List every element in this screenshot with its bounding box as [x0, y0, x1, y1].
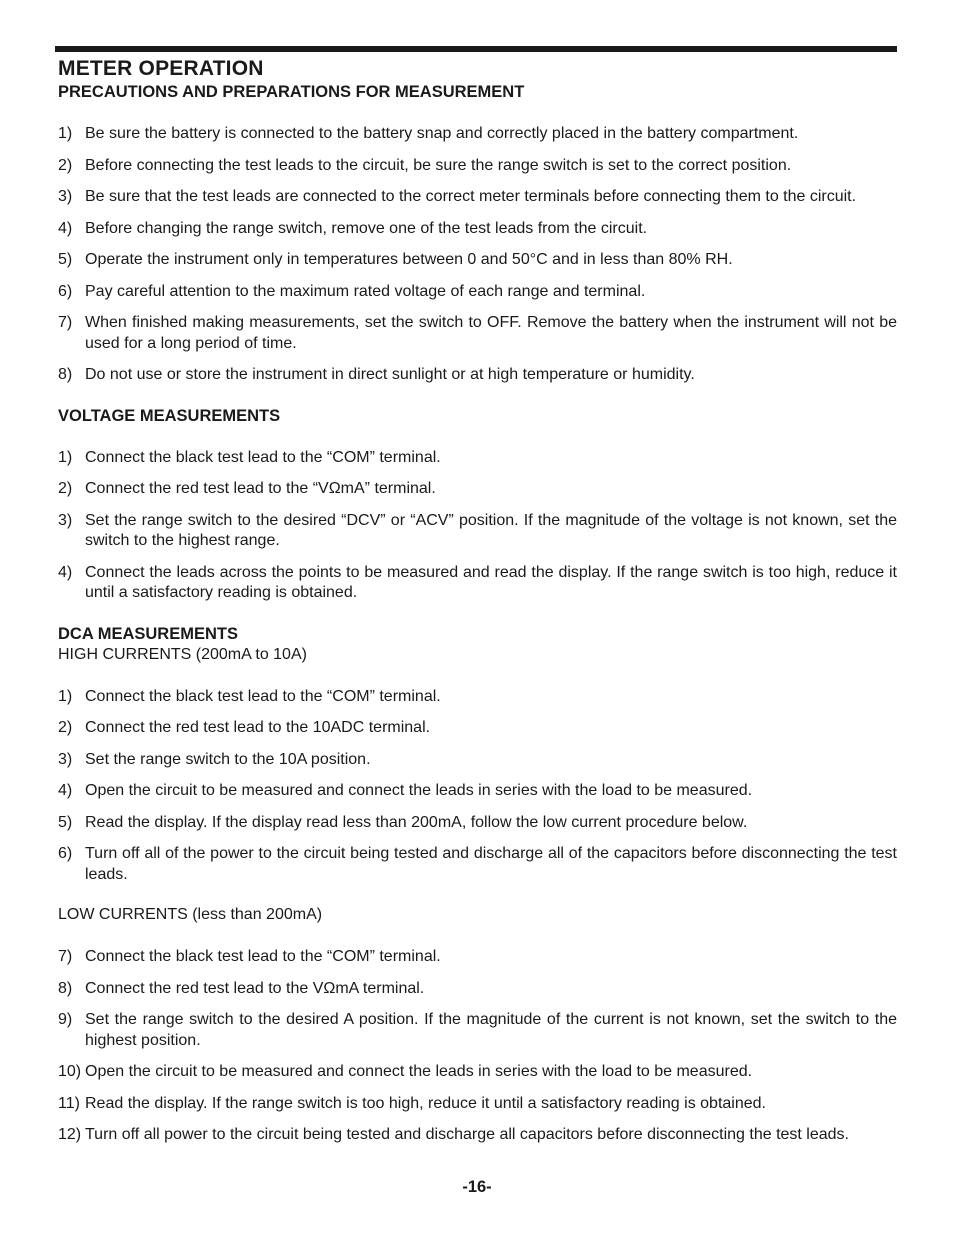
list-item	[58, 313, 897, 354]
item-text: Open the circuit to be measured and connect the leads in series with the load to be measured.	[85, 782, 753, 799]
list-item	[58, 1010, 897, 1051]
high-currents-label: HIGH CURRENTS (200mA to 10A)	[58, 645, 307, 663]
list-item	[58, 750, 897, 771]
item-number: 4)	[58, 219, 73, 237]
list-item	[58, 479, 897, 500]
item-text: Set the range switch to the desired “DCV” or “ACV” position. If the magnitude of the voltage is not known, set the switch to the highest range.	[85, 511, 897, 549]
item-text: Connect the leads across the points to be measured and read the display. If the range switch is too high, reduce it until a satisfactory reading is obtained.	[85, 563, 897, 601]
item-number: 5)	[58, 251, 73, 268]
item-text: Read the display. If the display read less than 200mA, follow the low current procedure below.	[85, 813, 748, 831]
voltage-list	[58, 448, 897, 604]
item-text: Before changing the range switch, remove one of the test leads from the circuit.	[85, 219, 648, 237]
list-item	[58, 1125, 897, 1146]
item-text: Connect the red test lead to the “VΩmA” terminal.	[85, 480, 436, 497]
item-number: 8)	[58, 979, 73, 997]
list-item	[58, 365, 897, 386]
item-text: Connect the red test lead to the VΩmA terminal.	[85, 979, 425, 997]
item-number: 1)	[58, 448, 73, 466]
list-item	[58, 687, 897, 708]
item-text: When finished making measurements, set the switch to OFF. Remove the battery when the instrument will not be used for a long period of time.	[85, 314, 897, 352]
precautions-list	[58, 124, 897, 386]
list-item	[58, 718, 897, 739]
list-item	[58, 1062, 897, 1083]
item-number: 3)	[58, 511, 73, 529]
list-item	[58, 781, 897, 802]
list-item	[58, 250, 897, 271]
page-number: -16-	[462, 1178, 492, 1196]
item-number: 2)	[58, 480, 73, 497]
item-number: 2)	[58, 719, 73, 736]
manual-page	[58, 46, 897, 1157]
item-text: Before connecting the test leads to the circuit, be sure the range switch is set to the correct position.	[85, 156, 792, 174]
item-text: Turn off all power to the circuit being tested and discharge all capacitors before disconnecting the test leads.	[85, 1126, 849, 1143]
low-currents-list	[58, 947, 897, 1146]
list-item	[58, 947, 897, 968]
dca-section	[58, 624, 897, 1146]
list-item	[58, 448, 897, 469]
item-number: 10)	[58, 1063, 82, 1080]
item-number: 3)	[58, 750, 73, 768]
list-item	[58, 563, 897, 604]
item-text: Connect the black test lead to the “COM” terminal.	[85, 948, 441, 965]
item-text: Set the range switch to the desired A position. If the magnitude of the current is not known, set the switch to the highest position.	[85, 1011, 897, 1049]
item-number: 1)	[58, 125, 73, 142]
list-item	[58, 979, 897, 1000]
item-text: Read the display. If the range switch is too high, reduce it until a satisfactory reading is obtained.	[85, 1094, 766, 1112]
item-number: 7)	[58, 314, 73, 331]
item-text: Connect the black test lead to the “COM” terminal.	[85, 448, 441, 466]
list-item	[58, 156, 897, 177]
item-text: Turn off all of the power to the circuit being tested and discharge all of the capacitors before disconnecting the test leads.	[85, 845, 897, 883]
item-text: Pay careful attention to the maximum rated voltage of each range and terminal.	[85, 282, 646, 300]
item-number: 4)	[58, 563, 73, 581]
item-number: 3)	[58, 188, 73, 205]
list-item	[58, 124, 897, 145]
item-number: 2)	[58, 156, 73, 174]
page-title: METER OPERATION	[58, 57, 264, 80]
list-item	[58, 511, 897, 552]
list-item	[58, 187, 897, 208]
low-currents-label: LOW CURRENTS (less than 200mA)	[58, 906, 323, 923]
item-text: Connect the red test lead to the 10ADC terminal.	[85, 719, 431, 736]
item-text: Be sure that the test leads are connected to the correct meter terminals before connecting them to the circuit.	[85, 188, 857, 205]
voltage-heading: VOLTAGE MEASUREMENTS	[58, 406, 281, 425]
item-text: Operate the instrument only in temperatures between 0 and 50°C and in less than 80% RH.	[85, 251, 733, 268]
item-number: 1)	[58, 687, 73, 705]
item-number: 6)	[58, 845, 73, 862]
high-currents-list	[58, 687, 897, 886]
list-item	[58, 1094, 897, 1115]
item-text: Connect the black test lead to the “COM” terminal.	[85, 687, 441, 705]
item-text: Be sure the battery is connected to the battery snap and correctly placed in the battery compartment.	[85, 125, 799, 142]
item-number: 12)	[58, 1126, 82, 1143]
item-text: Open the circuit to be measured and connect the leads in series with the load to be measured.	[85, 1063, 753, 1080]
precautions-heading: PRECAUTIONS AND PREPARATIONS FOR MEASUREMENT	[58, 83, 525, 101]
dca-heading: DCA MEASUREMENTS	[58, 624, 238, 643]
voltage-section	[58, 406, 897, 604]
list-item	[58, 219, 897, 240]
item-number: 11)	[58, 1094, 80, 1112]
item-text: Do not use or store the instrument in direct sunlight or at high temperature or humidity.	[85, 366, 695, 383]
top-rule	[55, 46, 897, 52]
item-number: 4)	[58, 782, 73, 799]
item-number: 5)	[58, 813, 73, 831]
item-text: Set the range switch to the 10A position.	[85, 750, 371, 768]
list-item	[58, 844, 897, 885]
item-number: 8)	[58, 366, 73, 383]
item-number: 7)	[58, 948, 73, 965]
item-number: 6)	[58, 282, 73, 300]
list-item	[58, 813, 897, 834]
list-item	[58, 282, 897, 303]
item-number: 9)	[58, 1011, 73, 1028]
